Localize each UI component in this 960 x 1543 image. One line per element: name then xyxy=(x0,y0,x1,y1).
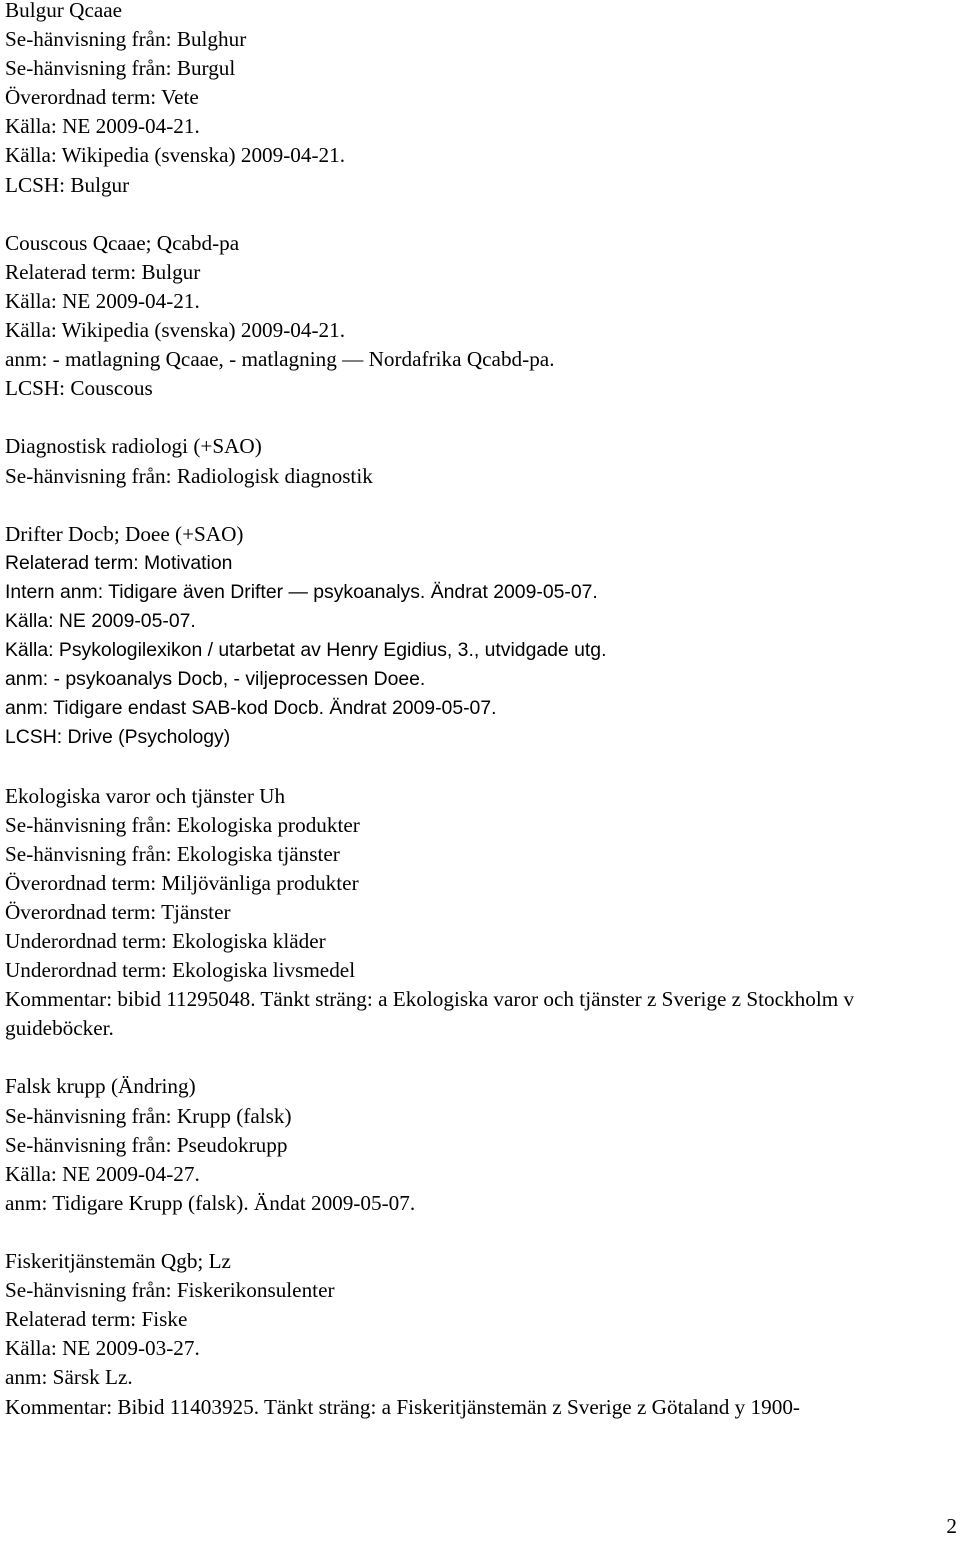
entry-line: Överordnad term: Vete xyxy=(5,85,199,110)
entry-line: Se-hänvisning från: Pseudokrupp xyxy=(5,1132,288,1157)
entry-separator xyxy=(5,1218,955,1247)
document-body xyxy=(5,0,955,1422)
entry-line: Källa: Psykologilexikon / utarbetat av Henry Egidius, 3., utvidgade utg. xyxy=(5,639,607,662)
entry-heading: Diagnostisk radiologi (+SAO) xyxy=(5,434,262,459)
entry-line: Källa: NE 2009-05-07. xyxy=(5,609,196,632)
entry-line: Relaterad term: Motivation xyxy=(5,551,233,574)
entry-heading: Drifter Docb; Doee (+SAO) xyxy=(5,521,244,546)
entry-line: Källa: NE 2009-03-27. xyxy=(5,1336,200,1361)
entry-separator xyxy=(5,200,955,229)
entry-line: anm: - matlagning Qcaae, - matlagning — Nordafrika Qcabd-pa. xyxy=(5,347,555,372)
entry-line: Källa: NE 2009-04-21. xyxy=(5,288,200,313)
entry-line: Se-hänvisning från: Bulghur xyxy=(5,27,247,52)
entry-line: Källa: NE 2009-04-27. xyxy=(5,1161,200,1186)
entry-line: Se-hänvisning från: Ekologiska produkter xyxy=(5,812,360,837)
entry-line: anm: Tidigare endast SAB-kod Docb. Ändrat 2009-05-07. xyxy=(5,697,497,720)
entry-heading: Fiskeritjänstemän Qgb; Lz xyxy=(5,1249,231,1274)
entry-line: anm: Särsk Lz. xyxy=(5,1365,133,1390)
entry-line: Överordnad term: Tjänster xyxy=(5,899,231,924)
entry-line: LCSH: Bulgur xyxy=(5,172,130,197)
thesaurus-entry xyxy=(5,432,955,490)
entry-line: Se-hänvisning från: Krupp (falsk) xyxy=(5,1103,292,1128)
entry-line: LCSH: Couscous xyxy=(5,376,153,401)
entry-line: Källa: Wikipedia (svenska) 2009-04-21. xyxy=(5,318,346,343)
entry-line: Kommentar: Bibid 11403925. Tänkt sträng: a Fiskeritjänstemän z Sverige z Götaland y 1900- xyxy=(5,1394,800,1419)
thesaurus-entry xyxy=(5,0,955,200)
entry-line: Relaterad term: Bulgur xyxy=(5,259,201,284)
entry-heading: Couscous Qcaae; Qcabd-pa xyxy=(5,230,240,255)
thesaurus-entry xyxy=(5,1247,955,1422)
entry-heading: Falsk krupp (Ändring) xyxy=(5,1074,196,1099)
entry-line: Se-hänvisning från: Radiologisk diagnostik xyxy=(5,463,373,488)
entry-line: Överordnad term: Miljövänliga produkter xyxy=(5,870,359,895)
entry-separator xyxy=(5,752,955,781)
entry-line: Se-hänvisning från: Burgul xyxy=(5,56,236,81)
entry-line: Se-hänvisning från: Ekologiska tjänster xyxy=(5,841,340,866)
thesaurus-entry xyxy=(5,1072,955,1217)
entry-line: Källa: Wikipedia (svenska) 2009-04-21. xyxy=(5,143,346,168)
entry-separator xyxy=(5,491,955,520)
thesaurus-entry xyxy=(5,229,955,404)
entry-line: Underordnad term: Ekologiska kläder xyxy=(5,929,326,953)
entry-line: Kommentar: bibid 11295048. Tänkt sträng: a Ekologiska varor och tjänster z Sverige z Stockholm v guideböcker. xyxy=(5,987,855,1041)
entry-line: Se-hänvisning från: Fiskerikonsulenter xyxy=(5,1278,335,1303)
thesaurus-entry xyxy=(5,520,955,753)
entry-line: Källa: NE 2009-04-21. xyxy=(5,114,200,139)
entry-line: LCSH: Drive (Psychology) xyxy=(5,726,231,749)
entry-separator xyxy=(5,403,955,432)
entry-heading: Bulgur Qcaae xyxy=(5,0,123,22)
entry-heading: Ekologiska varor och tjänster Uh xyxy=(5,783,286,808)
page-number: 2 xyxy=(946,1513,957,1538)
entry-line: Intern anm: Tidigare även Drifter — psykoanalys. Ändrat 2009-05-07. xyxy=(5,580,598,603)
entry-line: anm: Tidigare Krupp (falsk). Ändat 2009-05-07. xyxy=(5,1190,416,1215)
entry-line: Underordnad term: Ekologiska livsmedel xyxy=(5,958,356,983)
entry-line: anm: - psykoanalys Docb, - viljeprocessen Doee. xyxy=(5,668,426,691)
entry-separator xyxy=(5,1043,955,1072)
thesaurus-entry xyxy=(5,782,955,1044)
entry-line: Relaterad term: Fiske xyxy=(5,1307,188,1332)
